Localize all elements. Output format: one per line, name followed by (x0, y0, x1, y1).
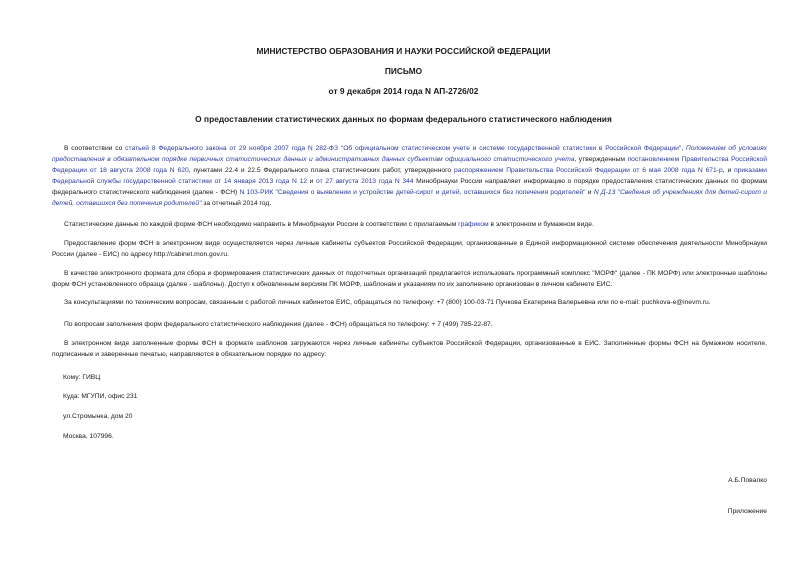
text-fragment: за отчетный 2014 год. (201, 200, 272, 207)
link-rosstat-order-12[interactable]: приказами Федеральной службы государственной статистики от 14 января 2013 года N 12 (52, 167, 767, 185)
paragraph-paper-submission: В электронном виде заполненные формы ФСН в формате шаблонов загружаются через личные кабинеты субъектов Российской Федерации, организованные в ЕИС. Заполненные формы ФСН на бумажном носителе, подписанные и заверенные печатью, направляются в обязательном порядке по адресу: (52, 340, 767, 358)
text-fragment: Минобрнауки России направляет информацию о порядке предоставления статистических данных по формам федерального статистического наблюдения (далее - ФСН) (52, 178, 768, 196)
paragraph-electronic-format: В качестве электронного формата для сбора и формирования статистических данных от подотчетных организаций предлагается использовать программный комплекс "МОРФ" (далее - ПК МОРФ) или электронные шаблоны форм ФСН установленного образца (далее - шаблоны). Доступ к обновленным версиям ПК МОРФ, шаблонам и указаниям по их заполнению организован в личном кабинете ЕИС. (52, 270, 767, 288)
paragraph-fsn-questions: По вопросам заполнения форм федерального статистического наблюдения (далее - ФСН) обращаться по телефону: + 7 (499) 785-22-87. (64, 321, 493, 328)
paragraph-legal-basis (52, 143, 767, 209)
paragraph-electronic-submission: Предоставление форм ФСН в электронном виде осуществляется через личные кабинеты субъектов Российской Федерации, организованные в Единой информационной системе обеспечения деятельности Минобрнауки России (далее - ЕИС) по адресу http://cabinet.mon.gov.ru. (52, 240, 767, 258)
text-fragment: и (585, 189, 594, 196)
text-fragment: , пунктами 22.4 и 22.5 Федерального плана статистических работ, утвержденного (188, 167, 455, 174)
text-fragment: в электронном и бумажном виде. (488, 221, 594, 228)
signature: А.Б.Повалко (728, 477, 767, 484)
text-fragment: , утвержденным (574, 156, 628, 163)
link-article-8-law-282[interactable]: статьей 8 Федерального закона от 29 ноября 2007 года N 282-ФЗ "Об официальном статистическом учете и системе государственной статистики в Российской Федерации" (125, 145, 682, 152)
link-schedule[interactable]: графиком (458, 221, 489, 228)
address-office: Куда: МГУПИ, офис 231 (63, 393, 138, 400)
paragraph-schedule (52, 219, 767, 230)
link-rosstat-order-344[interactable]: от 27 августа 2013 года N 344 (316, 178, 414, 185)
link-regulation-provision[interactable]: Положением об условиях предоставления в обязательном порядке первичных статистических данных и административных данных субъектам официального статистического учета (52, 145, 767, 163)
document-type: ПИСЬМО (384, 66, 423, 76)
text-fragment: , (681, 145, 686, 152)
link-form-103-rik[interactable]: N 103-РИК "Сведения о выявлении и устройстве детей-сирот и детей, оставшихся без попечения родителей" (239, 189, 586, 196)
link-form-d-13[interactable]: N Д-13 "Сведения об учреждениях для детей-сирот и детей, оставшихся без попечения родителей" (52, 189, 767, 207)
appendix-label: Приложение (727, 508, 767, 515)
text-fragment: и (306, 178, 317, 185)
text-fragment: Статистические данные по каждой форме ФСН необходимо направить в Минобрнауки России в соответствии с прилагаемым (64, 221, 459, 228)
document-date-number: от 9 декабря 2014 года N АП-2726/02 (328, 86, 479, 96)
ministry-title: МИНИСТЕРСТВО ОБРАЗОВАНИЯ И НАУКИ РОССИЙСКОЙ ФЕДЕРАЦИИ (256, 46, 551, 56)
text-fragment: , и (722, 167, 735, 174)
address-city: Москва, 107996. (63, 433, 114, 440)
address-street: ул.Стромынка, дом 20 (63, 413, 133, 420)
text-fragment: В соответствии со (64, 145, 126, 152)
paragraph-technical-support: За консультациями по техническим вопросам, связанным с работой личных кабинетов ЕИС, обращаться по телефону: +7 (800) 100-03-71 Пучкова Екатерина Валерьевна или по e-mail: puchkova-e@inevm.ru. (64, 299, 711, 306)
address-recipient: Кому: ГИВЦ (63, 374, 101, 381)
document-subject: О предоставлении статистических данных по формам федерального статистического наблюдения (195, 114, 612, 124)
link-government-decree-620[interactable]: постановлением Правительства Российской Федерации от 18 августа 2008 года N 620 (52, 156, 767, 174)
link-government-order-671r[interactable]: распоряжением Правительства Российской Федерации от 6 мая 2008 года N 671-р (454, 167, 723, 174)
